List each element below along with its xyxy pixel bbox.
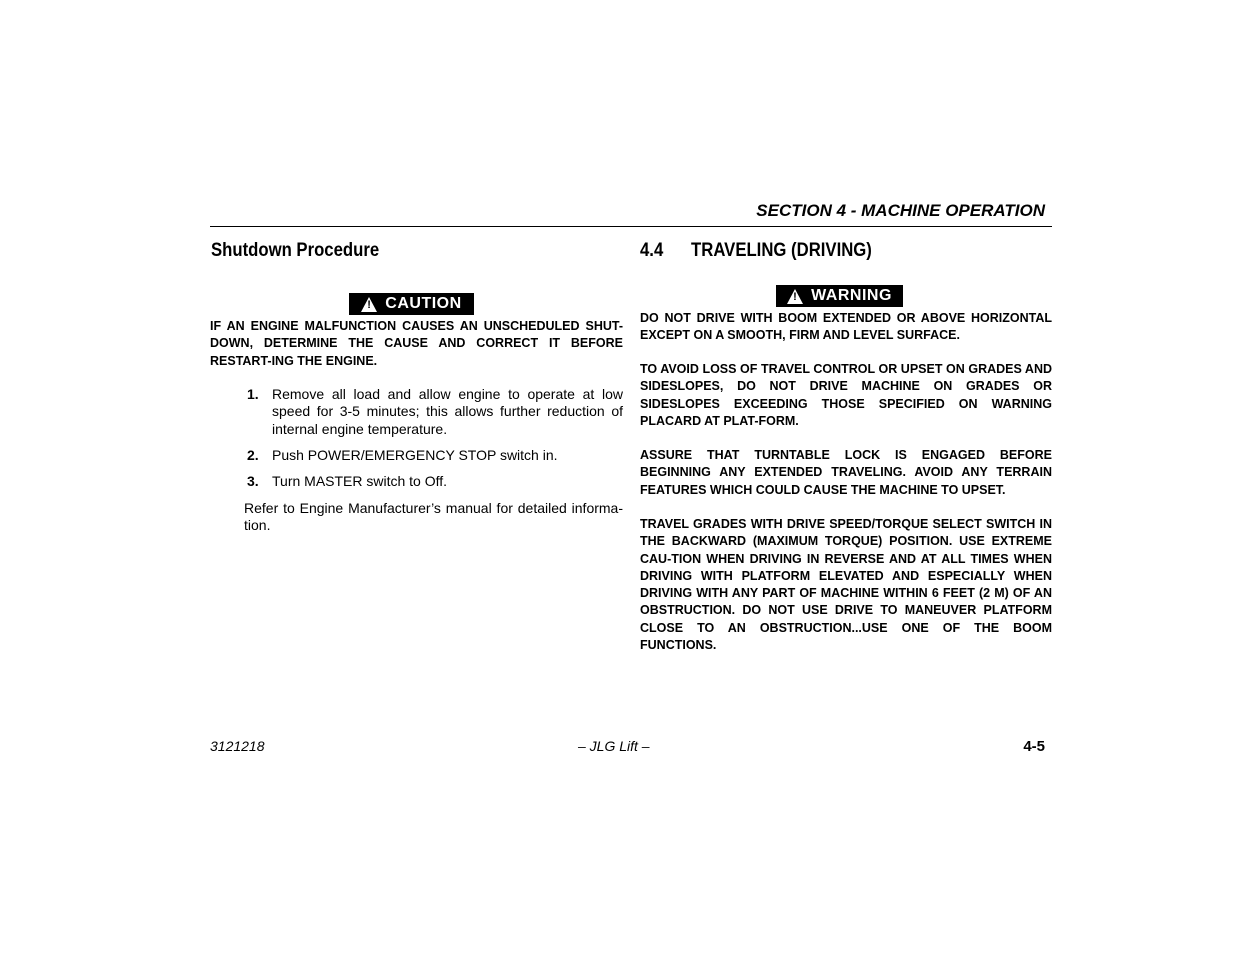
warning-banner [776, 285, 903, 307]
section-title: SECTION 4 - MACHINE OPERATION [756, 201, 1045, 220]
section-number: 4.4 [640, 240, 664, 261]
list-item [247, 447, 623, 464]
warning-triangle-icon [361, 297, 377, 312]
refer-text: Refer to Engine Manufacturer’s manual for detailed informa-tion. [244, 500, 623, 534]
header-rule [210, 226, 1052, 227]
warning-paragraph: DO NOT DRIVE WITH BOOM EXTENDED OR ABOVE HORIZONTAL EXCEPT ON A SMOOTH, FIRM AND LEVEL SURFACE. [640, 311, 1052, 343]
warning-paragraph: ASSURE THAT TURNTABLE LOCK IS ENGAGED BEFORE BEGINNING ANY EXTENDED TRAVELING. AVOID ANY TERRAIN FEATURES WHICH COULD CAUSE THE MACHINE TO UPSET. [640, 448, 1052, 497]
step-text: Push POWER/EMERGENCY STOP switch in. [272, 446, 558, 463]
page-number: 4-5 [1023, 738, 1045, 755]
step-number: 1. [247, 386, 259, 402]
step-text: Remove all load and allow engine to operate at low speed for 3-5 minutes; this allows further reduction of internal engine temperature. [272, 386, 623, 437]
warning-triangle-icon [787, 289, 803, 304]
caution-banner [349, 293, 474, 315]
caution-label: CAUTION [385, 295, 462, 312]
list-item [247, 386, 623, 438]
step-text: Turn MASTER switch to Off. [272, 473, 448, 490]
footer-center-text: – JLG Lift – [578, 738, 650, 754]
warning-paragraph: TRAVEL GRADES WITH DRIVE SPEED/TORQUE SELECT SWITCH IN THE BACKWARD (MAXIMUM TORQUE) POSITION. USE EXTREME CAU-TION WHEN DRIVING IN REVERSE AND AT ALL TIMES WHEN DRIVING WITH PLATFORM ELEVATED AND ESPECIALLY WHEN DRIVING WITH ANY PART OF MACHINE WITHIN 6 FEET (2 M) OF AN OBSTRUCTION. DO NOT USE DRIVE TO MANEUVER PLATFORM CLOSE TO AN OBSTRUCTION...USE ONE OF THE BOOM FUNCTIONS. [640, 517, 1052, 653]
warning-paragraph: TO AVOID LOSS OF TRAVEL CONTROL OR UPSET ON GRADES AND SIDESLOPES, DO NOT DRIVE MACHINE ON GRADES OR SIDESLOPES EXCEEDING THOSE SPECIFIED ON WARNING PLACARD AT PLAT-FORM. [640, 362, 1052, 428]
step-number: 2. [247, 446, 259, 463]
traveling-heading [640, 240, 872, 262]
shutdown-steps-list [247, 386, 623, 499]
section-heading-title: TRAVELING (DRIVING) [691, 240, 872, 261]
step-number: 3. [247, 473, 259, 490]
caution-text: IF AN ENGINE MALFUNCTION CAUSES AN UNSCHEDULED SHUT-DOWN, DETERMINE THE CAUSE AND CORRECT IT BEFORE RESTART-ING THE ENGINE. [210, 319, 623, 368]
list-item [247, 473, 623, 490]
document-number: 3121218 [210, 738, 265, 754]
warning-label: WARNING [811, 287, 892, 304]
shutdown-procedure-heading: Shutdown Procedure [211, 240, 380, 261]
